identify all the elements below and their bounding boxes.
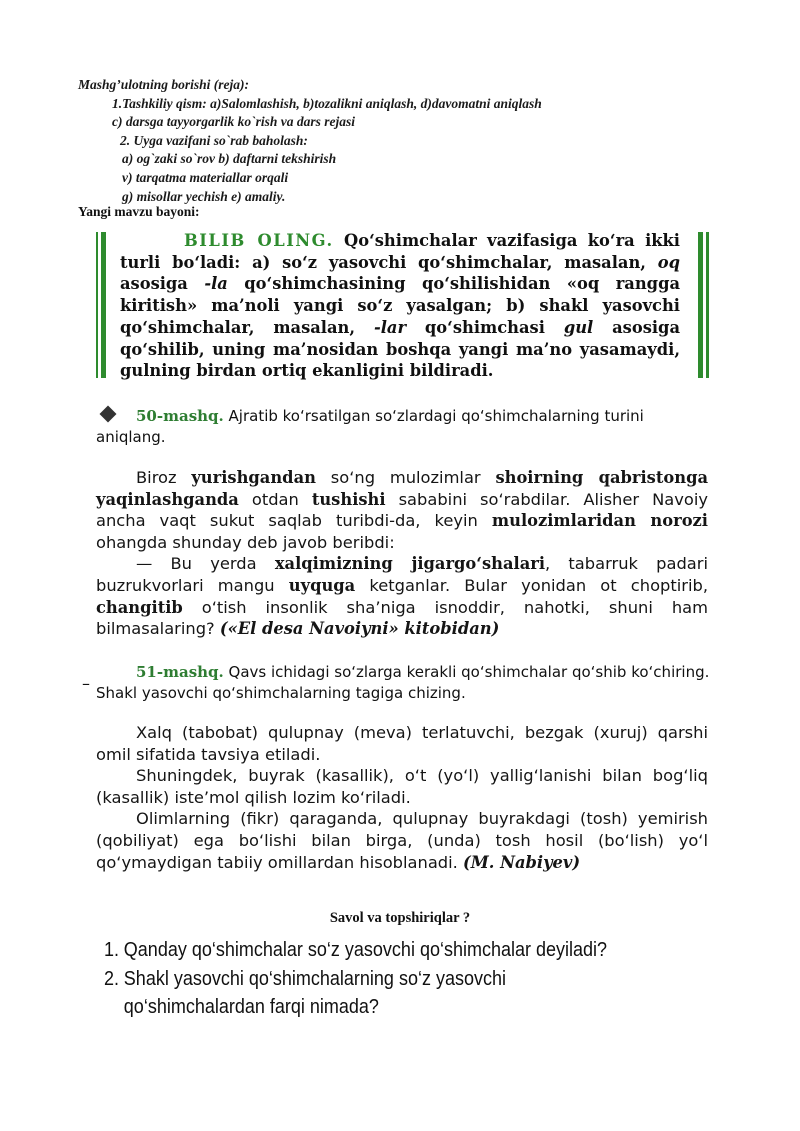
paragraph: Xalq (tabobat) qulupnay (meva) terlatuvchi, bezgak (xuruj) qarshi omil sifatida tavsiya etiladi. — [96, 723, 708, 764]
exercise-50-header — [96, 406, 710, 448]
lesson-plan — [78, 76, 718, 206]
exercise-task: Ajratib ko‘rsatilgan so‘zlardagi qo‘shimchalarning turini aniqlang. — [96, 407, 644, 446]
margin-dash: – — [82, 674, 90, 693]
diamond-bullet-icon — [100, 406, 117, 423]
exercise-51-text — [96, 722, 708, 873]
paragraph: Biroz yurishgandan so‘ng mulozimlar shoirning qabristonga yaqinlashganda otdan tushishi sababini so‘rabdilar. Alisher Navoiy ancha vaqt sukut saqlab turibdi-da, keyin mulozimlaridan norozi ohangda shunday deb javob beribdi: — [96, 468, 709, 552]
plan-line: g) misollar yechish e) amaliy. — [122, 188, 286, 204]
rule-right-border — [698, 232, 710, 378]
question-item: 2. Shakl yasovchi qo‘shimchalarning so‘z yasovchi qo‘shimchalardan farqi nimada? — [104, 967, 506, 1018]
rule-box — [96, 230, 710, 380]
exercise-51-header — [96, 662, 710, 704]
exercise-50-text — [96, 467, 708, 640]
plan-line: c) darsga tayyorgarlik ko`rish va dars rejasi — [112, 114, 355, 130]
paragraph: — Bu yerda xalqimizning jigargo‘shalari, tabarruk padari buzrukvorlari mangu uyquga ketganlar. Bular yonidan ot choptirib, changitib o‘tish insonlik sha’niga isnoddir, nahotki, shuni ham bilmasalaring? («El desa Navoiyni» kitobidan) — [96, 554, 709, 639]
rule-left-border — [96, 232, 108, 378]
new-topic-heading: Yangi mavzu bayoni: — [78, 204, 200, 219]
plan-line: v) tarqatma materiallar orqali — [122, 169, 289, 185]
questions-list — [104, 936, 608, 1022]
exercise-task: Qavs ichidagi so‘zlarga kerakli qo‘shimchalar qo‘shib ko‘chiring. Shakl yasovchi qo‘shimchalarning tagiga chizing. — [96, 663, 710, 702]
question-item: 1. Qanday qo‘shimchalar so‘z yasovchi qo‘shimchalar deyiladi? — [104, 939, 608, 961]
plan-line: 1.Tashkiliy qism: a)Salomlashish, b)tozalikni aniqlash, d)davomatni aniqlash — [112, 95, 542, 111]
plan-title: Mashg’ulotning borishi (reja): — [78, 77, 250, 92]
exercise-number: 50-mashq. — [136, 407, 224, 425]
plan-line: 2. Uyga vazifani so`rab baholash: — [120, 132, 308, 148]
rule-text: BILIB OLING. Qo‘shimchalar vazifasiga ko‘ra ikki turli bo‘ladi: a) so‘z yasovchi qo‘shimchalar, masalan, oq asosiga -la qo‘shimchasining qo‘shilishidan «oq rangga kiritish» ma’noli yangi so‘z yasalgan; b) shakl yasovchi qo‘shimchalar, masalan, -lar qo‘shimchasi gul asosiga qo‘shilib, uning ma’nosidan boshqa yangi ma’no yasamaydi, gulning birdan ortiq ekanligini bildiradi. — [120, 231, 681, 381]
plan-line: a) og`zaki so`rov b) daftarni tekshirish — [122, 151, 337, 167]
questions-heading: Savol va topshiriqlar ? — [329, 910, 471, 926]
paragraph: Shuningdek, buyrak (kasallik), o‘t (yo‘l) yallig‘lanishi bilan bog‘liq (kasallik) iste’mol qilish lozim ko‘riladi. — [96, 766, 708, 807]
rule-lead: BILIB OLING. — [184, 231, 334, 250]
exercise-number: 51-mashq. — [136, 663, 224, 681]
paragraph: Olimlarning (fikr) qaraganda, qulupnay buyrakdagi (tosh) yemirish (qobiliyat) ega bo‘lishi bilan birga, (unda) tosh hosil (bo‘lish) yo‘l qo‘ymaydigan tabiiy omillardan hisoblanadi. (M. Nabiyev) — [96, 809, 708, 872]
